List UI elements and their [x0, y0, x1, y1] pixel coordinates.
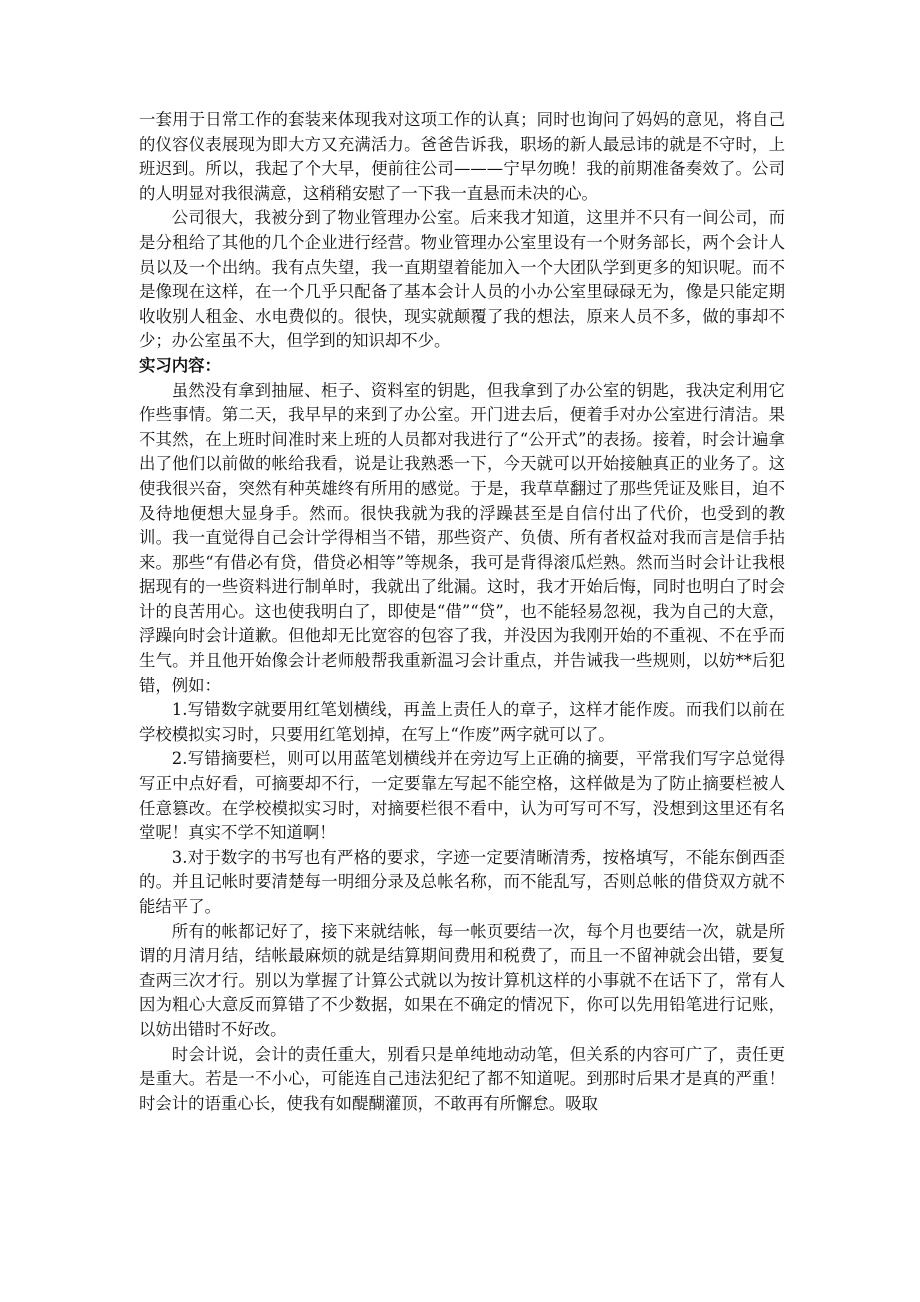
list-item: 1.写错数字就要用红笔划横线，再盖上责任人的章子，这样才能作废。而我们以前在学校模拟实习时，只要用红笔划掉，在写上“作废”两字就可以了。 — [139, 700, 785, 744]
list-item: 3.对于数字的书写也有严格的要求，字迹一定要清晰清秀，按格填写，不能东倒西歪的。并且记帐时要清楚每一明细分录及总帐名称，而不能乱写，否则总帐的借贷双方就不能结平了。 — [139, 847, 785, 916]
paragraph: 时会计说，会计的责任重大，别看只是单纯地动动笔，但关系的内容可广了，责任更是重大。若是一不小心，可能连自己违法犯纪了都不知道呢。到那时后果才是真的严重！时会计的语重心长，使我有如醍醐灌顶，不敢再有所懈怠。吸取 — [139, 1044, 785, 1113]
section-heading: 实习内容： — [139, 355, 221, 375]
list-item: 2.写错摘要栏，则可以用蓝笔划横线并在旁边写上正确的摘要，平常我们写字总觉得写正中点好看，可摘要却不行，一定要靠左写起不能空格，这样做是为了防止摘要栏被人任意篡改。在学校模拟实习时，对摘要栏很不看中，认为可写可不写，没想到这里还有名堂呢！真实不学不知道啊！ — [139, 749, 785, 843]
document-page — [139, 108, 785, 1116]
paragraph: 虽然没有拿到抽屉、柜子、资料室的钥匙，但我拿到了办公室的钥匙，我决定利用它作些事情。第二天，我早早的来到了办公室。开门进去后，便着手对办公室进行清洁。果不其然，在上班时间准时来上班的人员都对我进行了“公开式”的表扬。接着，时会计遍拿出了他们以前做的帐给我看，说是让我熟悉一下，今天就可以开始接触真正的业务了。这使我很兴奋，突然有种英雄终有所用的感觉。于是，我草草翻过了那些凭证及账目，迫不及待地便想大显身手。然而。很快我就为我的浮躁甚至是自信付出了代价，也受到的教训。我一直觉得自己会计学得相当不错，那些资产、负债、所有者权益对我而言是信手拈来。那些“有借必有贷，借贷必相等”等规条，我可是背得滚瓜烂熟。然而当时会计让我根据现有的一些资料进行制单时，我就出了纰漏。这时，我才开始后悔，同时也明白了时会计的良苦用心。这也使我明白了，即使是“借”“贷”，也不能轻易忽视，我为自己的大意，浮躁向时会计道歉。但他却无比宽容的包容了我，并没因为我刚开始的不重视、不在乎而生气。并且他开始像会计老师般帮我重新温习会计重点，并告诫我一些规则，以妨**后犯错，例如： — [139, 380, 785, 695]
paragraph: 所有的帐都记好了，接下来就结帐，每一帐页要结一次，每个月也要结一次，就是所谓的月清月结，结帐最麻烦的就是结算期间费用和税费了，而且一不留神就会出错，要复查两三次才行。别以为掌握了计算公式就以为按计算机这样的小事就不在话下了，常有人因为粗心大意反而算错了不少数据，如果在不确定的情况下，你可以先用铅笔进行记账，以妨出错时不好改。 — [139, 921, 785, 1039]
paragraph: 公司很大，我被分到了物业管理办公室。后来我才知道，这里并不只有一间公司，而是分租给了其他的几个企业进行经营。物业管理办公室里设有一个财务部长，两个会计人员以及一个出纳。我有点失望，我一直期望着能加入一个大团队学到更多的知识呢。而不是像现在这样，在一个几乎只配备了基本会计人员的小办公室里碌碌无为，像是只能定期收收别人租金、水电费似的。很快，现实就颠覆了我的想法，原来人员不多，做的事却不少；办公室虽不大，但学到的知识却不少。 — [139, 208, 785, 351]
paragraph: 一套用于日常工作的套装来体现我对这项工作的认真；同时也询问了妈妈的意见，将自己的仪容仪表展现为即大方又充满活力。爸爸告诉我，职场的新人最忌讳的就是不守时，上班迟到。所以，我起了个大早，便前往公司———宁早勿晚！我的前期准备奏效了。公司的人明显对我很满意，这稍稍安慰了一下我一直悬而未决的心。 — [139, 110, 785, 203]
